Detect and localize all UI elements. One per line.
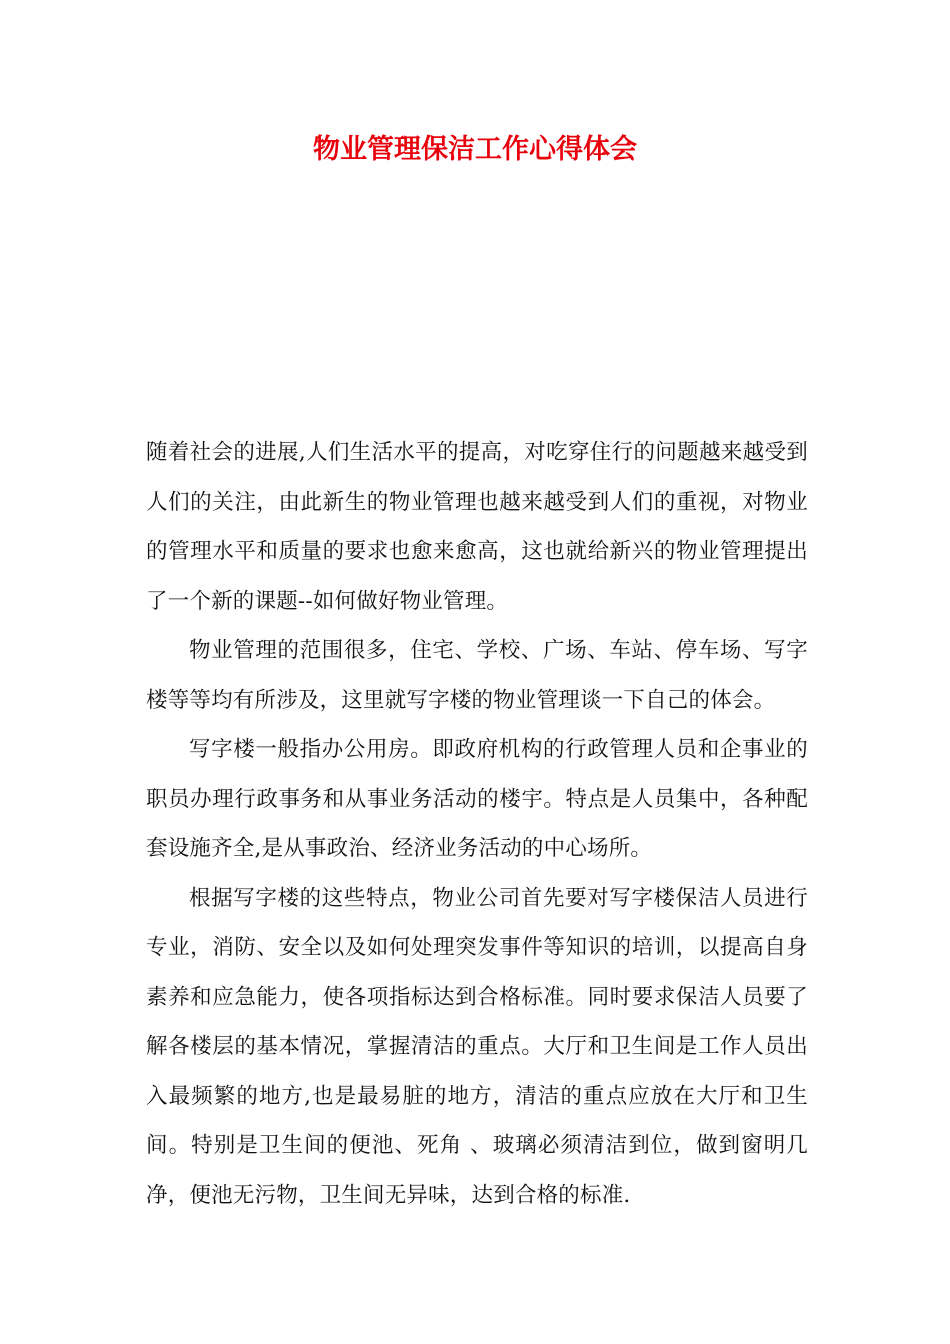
- paragraph-scope: 物业管理的范围很多，住宅、学校、广场、车站、停车场、写字楼等等均有所涉及，这里就写字楼的物业管理谈一下自己的体会。: [146, 638, 808, 713]
- document-title: 物业管理保洁工作心得体会: [313, 134, 637, 165]
- paragraph-office-building: 写字楼一般指办公用房。即政府机构的行政管理人员和企事业的职员办理行政事务和从事业务活动的楼宇。特点是人员集中，各种配套设施齐全,是从事政治、经济业务活动的中心场所。: [146, 737, 808, 861]
- paragraph-intro: 随着社会的进展,人们生活水平的提高，对吃穿住行的问题越来越受到人们的关注，由此新生的物业管理也越来越受到人们的重视，对物业的管理水平和质量的要求也愈来愈高，这也就给新兴的物业管理提出了一个新的课题--如何做好物业管理。: [146, 440, 808, 614]
- paragraph-cleaning-focus: 根据写字楼的这些特点，物业公司首先要对写字楼保洁人员进行专业，消防、安全以及如何处理突发事件等知识的培训，以提高自身素养和应急能力，使各项指标达到合格标准。同时要求保洁人员要了解各楼层的基本情况，掌握清洁的重点。大厅和卫生间是工作人员出入最频繁的地方,也是最易脏的地方，清洁的重点应放在大厅和卫生间。特别是卫生间的便池、死角 、玻璃必须清洁到位，做到窗明几净，便池无污物，卫生间无异味，达到合格的标准.: [146, 885, 808, 1208]
- document-body: [146, 428, 808, 1220]
